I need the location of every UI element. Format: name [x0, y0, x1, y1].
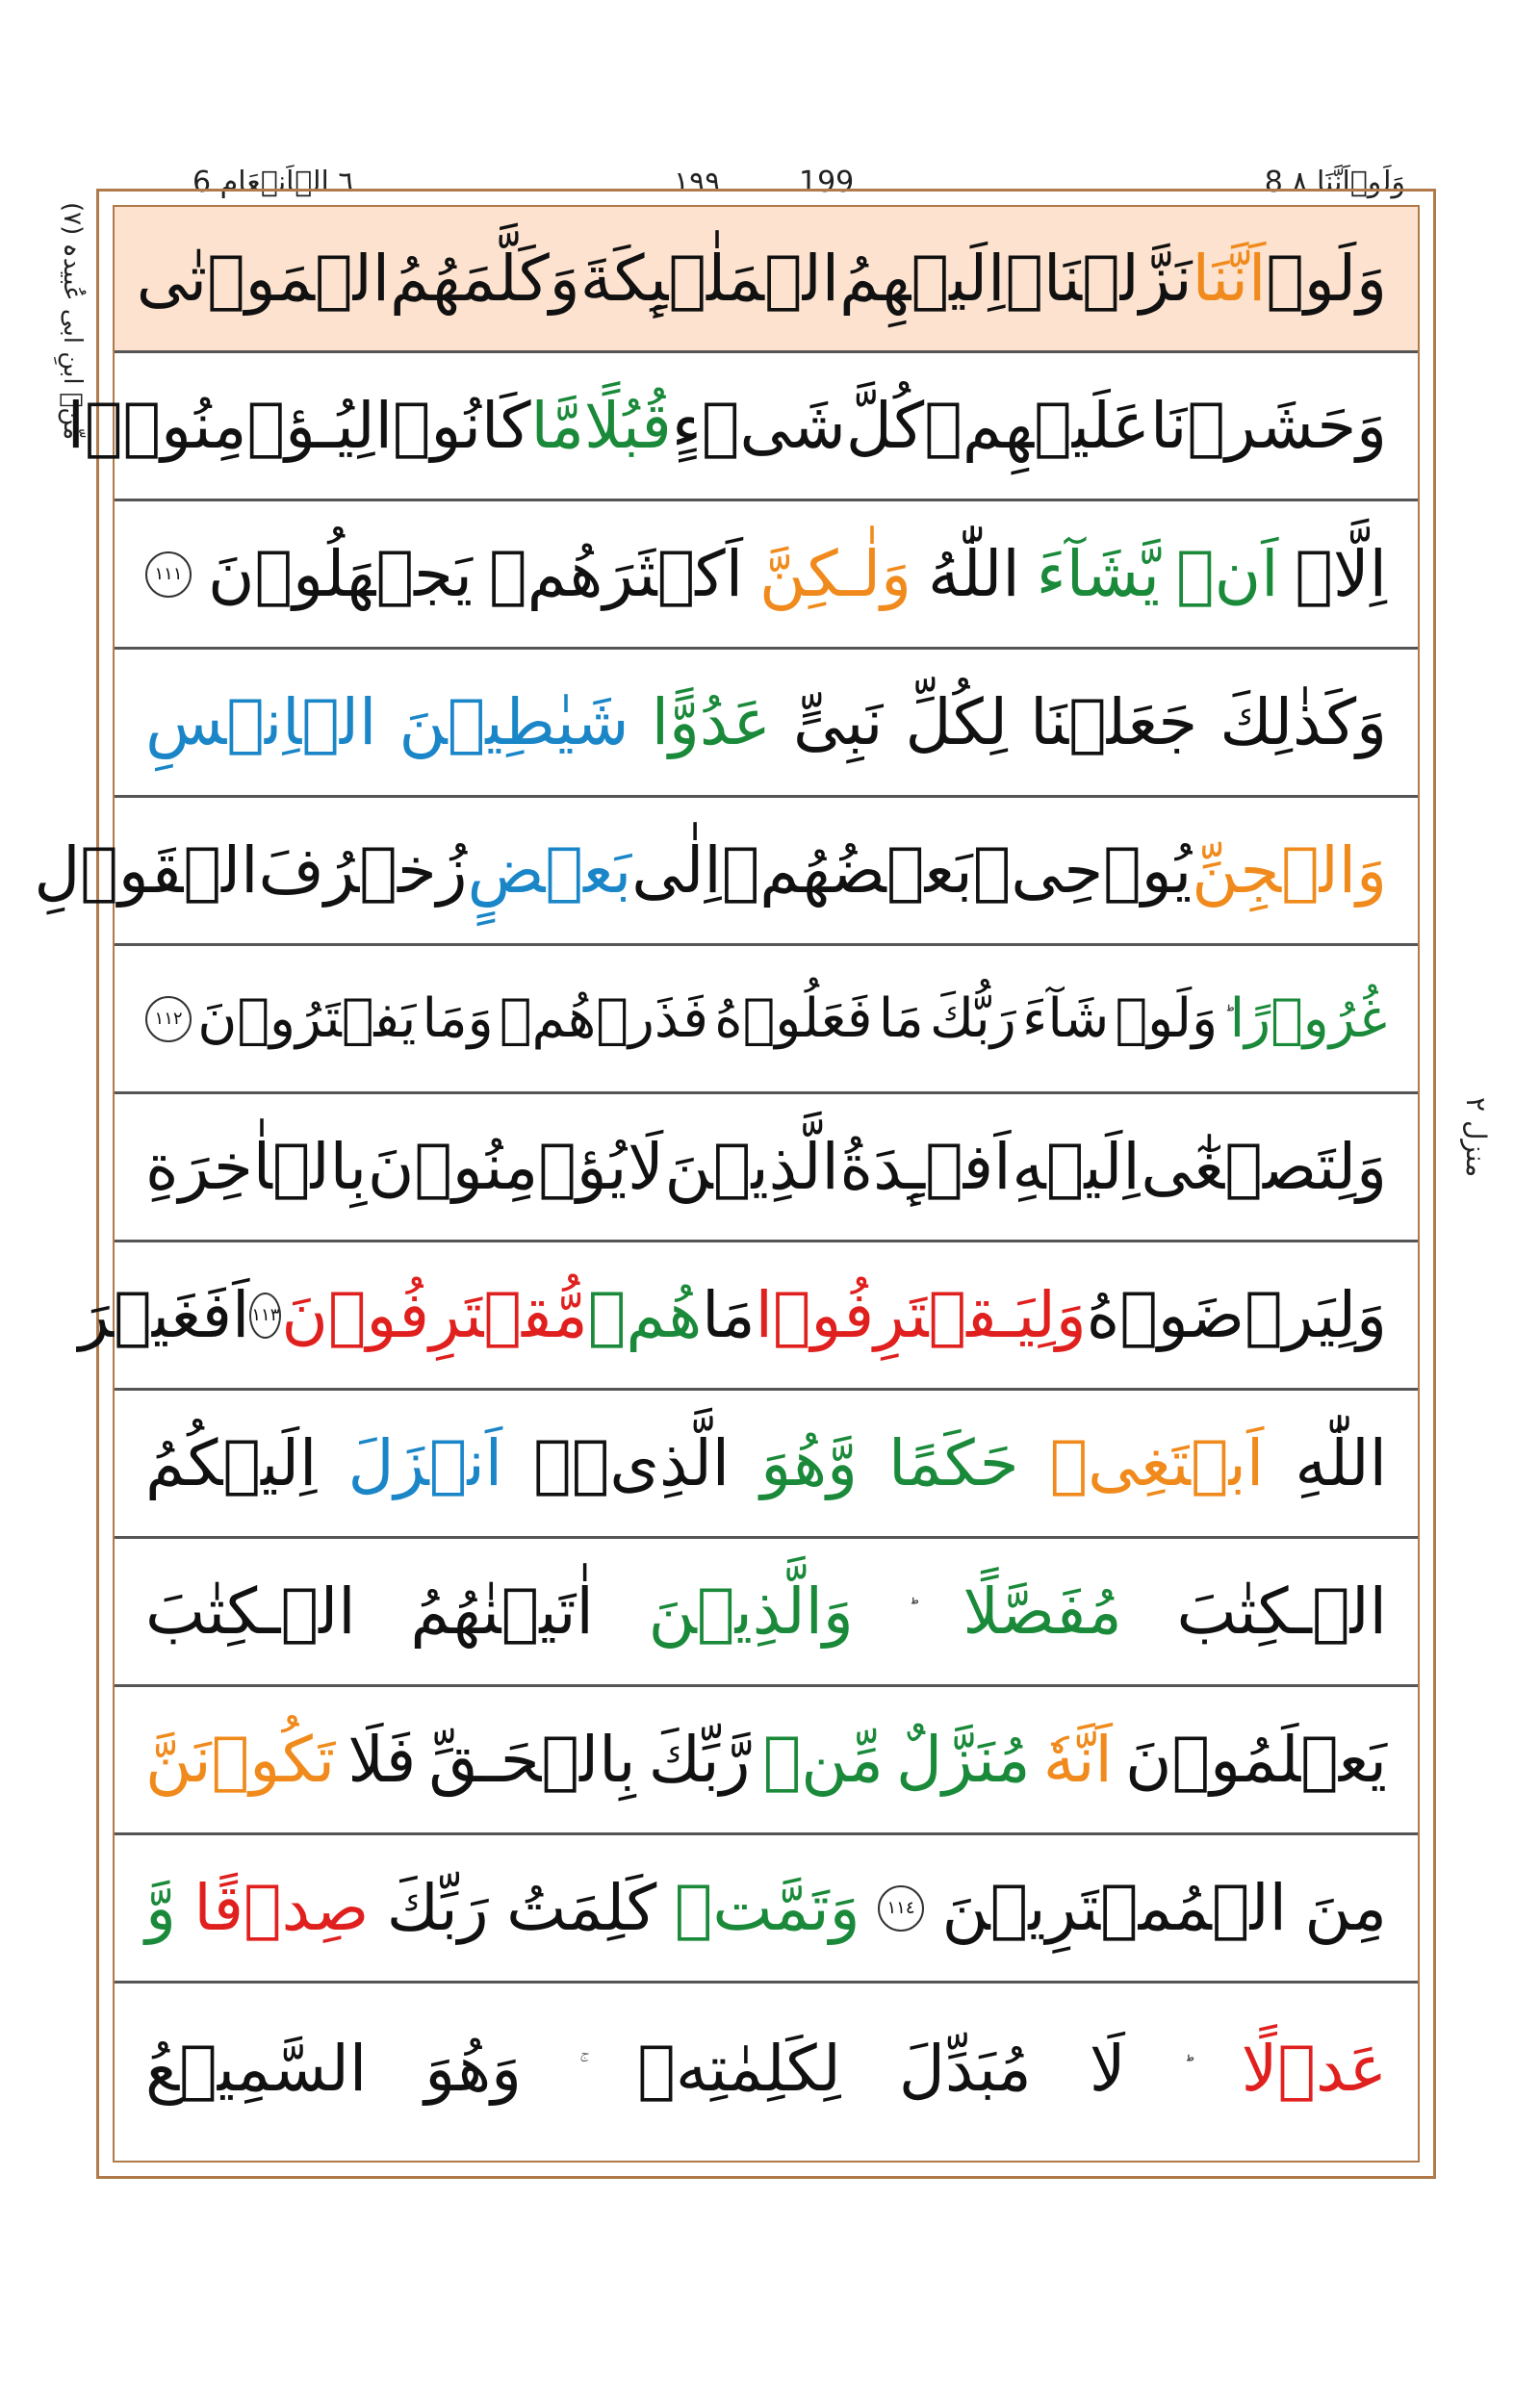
line-13	[115, 1984, 1418, 2153]
word: عَدُوًّا	[651, 685, 771, 759]
word: اللّٰهِ	[1295, 1426, 1387, 1500]
word: وَلِيَرۡضَوۡهُ	[1086, 1278, 1387, 1352]
ayah-number: ١١٤	[878, 1885, 924, 1932]
word: غُرُوۡرًا	[1229, 987, 1387, 1050]
word: نَبِىٍّ	[793, 685, 884, 759]
word: الۡـكِتٰبَ	[1176, 1575, 1387, 1649]
word: لِيُـؤۡمِنُوۡۤا	[66, 389, 375, 463]
word: فَلَا	[347, 1723, 417, 1797]
ayah-number: ١١٢	[145, 996, 192, 1042]
line-1	[115, 207, 1418, 353]
word: اَنَّهٗ	[1042, 1723, 1113, 1797]
word: صِدۡقًا	[193, 1871, 370, 1945]
word: اِلَيۡهِمُ	[839, 242, 1006, 316]
word: مَا	[878, 987, 924, 1050]
ayah-number: ١١١	[145, 551, 192, 598]
line-4	[115, 650, 1418, 798]
word: بِالۡاٰخِرَةِ	[145, 1130, 368, 1204]
word: شَيٰطِيۡنَ	[398, 685, 629, 759]
word: لَا	[628, 1130, 664, 1204]
line-3	[115, 501, 1418, 650]
word: مِنَ	[1304, 1871, 1387, 1945]
word: اَنۡزَلَ	[347, 1426, 503, 1500]
word: وَالۡجِنِّ	[1192, 833, 1387, 908]
word: وَحَشَرۡنَا	[1149, 389, 1387, 463]
word: وَكَذٰلِكَ	[1219, 685, 1387, 759]
word: كَانُوۡا	[374, 389, 531, 463]
line-9	[115, 1391, 1418, 1539]
word: يَّشَآءَ	[1036, 537, 1161, 611]
word: وَتَمَّتۡ	[674, 1871, 860, 1945]
word: قُبُلًا	[584, 389, 672, 463]
word: الۡقَوۡلِ	[34, 833, 259, 908]
word: اِلَّاۤ	[1295, 537, 1387, 611]
word: يَعۡلَمُوۡنَ	[1125, 1723, 1387, 1797]
word: مَّا	[530, 389, 584, 463]
word: اِلَيۡكُمُ	[145, 1426, 318, 1500]
line-5	[34, 798, 1418, 946]
word: وَالَّذِيۡنَ	[648, 1575, 854, 1649]
word: مُفَصَّلًا	[962, 1575, 1122, 1649]
word: وَّهُوَ	[760, 1426, 858, 1500]
word: اَفَغَيۡرَ	[78, 1278, 250, 1352]
word: اٰتَيۡنٰهُمُ	[410, 1575, 594, 1649]
word: نَزَّلۡنَاۤ	[1005, 242, 1193, 316]
line-7	[115, 1094, 1418, 1242]
line-8	[78, 1242, 1418, 1391]
line-10	[115, 1539, 1418, 1687]
word: وَلِيَـقۡتَرِفُوۡا	[755, 1278, 1087, 1352]
word: اِلٰى	[631, 833, 722, 908]
word: تَكُوۡنَنَّ	[145, 1723, 336, 1797]
word: بِالۡحَـقِّ	[428, 1723, 636, 1797]
word: فَذَرۡهُمۡ	[499, 987, 709, 1050]
ayah-number: ١١٣	[249, 1293, 281, 1339]
word: الۡـكِتٰبَ	[145, 1575, 356, 1649]
surah-heading: ٦ الۡاَنۡعَام 6	[192, 166, 354, 199]
word: رَبُّكَ	[929, 987, 1016, 1050]
word: شَىۡءٍ	[671, 389, 846, 463]
word: لِكَلِمٰتِهٖ	[637, 2031, 841, 2106]
word: الَّذِىۡۤ	[533, 1426, 731, 1500]
word: كَلِمَتُ	[506, 1871, 657, 1945]
word: حَكَمًا	[888, 1426, 1019, 1500]
word: عَلَيۡهِمۡ	[924, 389, 1150, 463]
word: اَبۡتَغِىۡ	[1049, 1426, 1265, 1500]
word: هُمۡ	[587, 1278, 703, 1352]
word: السَّمِيۡعُ	[145, 2031, 368, 2106]
word: لَا	[1089, 2031, 1126, 2106]
word: كُلَّ	[845, 389, 925, 463]
word: وَلٰـكِنَّ	[759, 537, 912, 611]
word: رَّبِّكَ	[648, 1723, 751, 1797]
word: وَكَلَّمَهُمُ	[390, 242, 580, 316]
word: وَّ	[145, 1871, 176, 1945]
word: شَآءَ	[1021, 987, 1110, 1050]
word: اَكۡثَرَهُمۡ	[489, 537, 744, 611]
page-number-latin: 199	[799, 166, 855, 199]
word: الۡاِنۡسِ	[145, 685, 377, 759]
word: بَعۡضُهُمۡ	[721, 833, 973, 908]
juz-heading: 8 وَلَوۡاَنَّنَا ٨	[1264, 166, 1405, 199]
word: اَفۡـِٕدَةُ	[839, 1130, 1012, 1204]
word: اللّٰهُ	[928, 537, 1020, 611]
side-note-left: (٧) مِّنۡ ابنِ ابی عُبیدہ	[58, 202, 87, 441]
word: لِكُلِّ	[905, 685, 1008, 759]
word: فَعَلُوۡهُ	[714, 987, 873, 1050]
page-number-arabic: ١٩٩	[674, 166, 721, 199]
word: مِّنۡ	[762, 1723, 884, 1797]
word: رَبِّكَ	[386, 1871, 489, 1945]
word: يَفۡتَرُوۡنَ	[197, 987, 417, 1050]
word: الۡمَلٰۤٮِٕكَةَ	[579, 242, 840, 316]
word: يُوۡحِىۡ	[972, 833, 1193, 908]
word: وَلَوۡ	[1115, 987, 1219, 1050]
word: يُؤۡمِنُوۡنَ	[367, 1130, 628, 1204]
word: اِلَيۡهِ	[1012, 1130, 1141, 1204]
line-11	[115, 1687, 1418, 1835]
word: مُبَدِّلَ	[898, 2031, 1032, 2106]
word: زُخۡرُفَ	[258, 833, 468, 908]
word: وَمَا	[422, 987, 494, 1050]
line-12	[115, 1835, 1418, 1984]
word: وَلِتَصۡغٰٓى	[1141, 1130, 1387, 1204]
manzil-label: منزل ٢	[1460, 1097, 1492, 1178]
word: جَعَلۡنَا	[1030, 685, 1198, 759]
word: الَّذِيۡنَ	[664, 1130, 839, 1204]
word: اَنۡ	[1176, 537, 1279, 611]
word: مَا	[702, 1278, 756, 1352]
word: اَنَّنَا	[1192, 242, 1267, 316]
word: وَلَوۡ	[1266, 242, 1387, 316]
word: الۡمَوۡتٰى	[136, 242, 391, 316]
word: الۡمُمۡتَرِيۡنَ	[941, 1871, 1287, 1945]
word: مُنَزَّلٌ	[896, 1723, 1031, 1797]
word: عَدۡلًا	[1241, 2031, 1387, 2106]
word: يَجۡهَلُوۡنَ	[208, 537, 474, 611]
word: بَعۡضٍ	[467, 833, 632, 908]
line-6	[115, 946, 1418, 1094]
line-2	[66, 353, 1418, 501]
word: مُّقۡتَرِفُوۡنَ	[281, 1278, 588, 1352]
word: وَهُوَ	[424, 2031, 523, 2106]
